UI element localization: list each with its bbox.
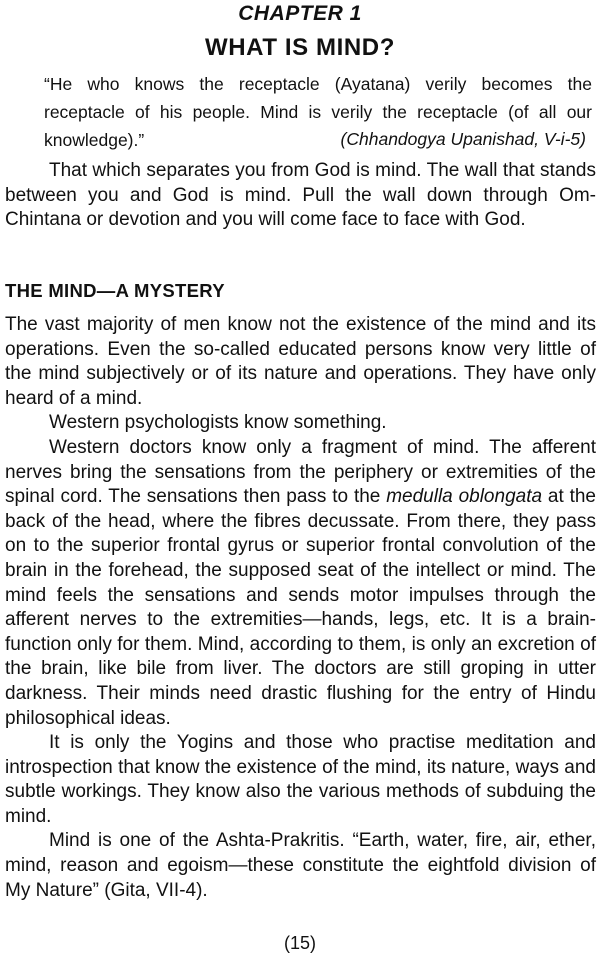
epigraph [44,70,592,154]
section-heading: THE MIND—A MYSTERY [5,280,225,301]
paragraph: Western doctors know only a fragment of mind. The afferent nerves bring the sensations from the periphery or extremities of the spinal cord. The sensations then pass to the medulla oblongata at the back of the head, where the fibres decussate. From there, they pass on to the superior frontal gyrus or superior frontal convolution of the brain in the forehead, the supposed seat of the intellect or mind. The mind feels the sensations and sends motor impulses through the afferent nerves to the extremities—hands, legs, etc. It is a brain-function only for them. Mind, according to them, is only an excretion of the brain, like bile from liver. The doctors are still groping in utter darkness. Their minds need drastic flushing for the entry of Hindu philosophical ideas. [5,436,596,729]
chapter-title: WHAT IS MIND? [205,34,395,61]
chapter-label: CHAPTER 1 [238,2,362,25]
paragraph: It is only the Yogins and those who practise meditation and introspection that know the existence of the mind, its nature, ways and subtle workings. They know also the various methods of subduing the mind. [5,732,596,827]
italic-term: medulla oblongata [386,486,543,508]
paragraph: Western psychologists know something. [49,412,387,434]
intro-paragraph: That which separates you from God is mind. The wall that stands between you and God is mind. Pull the wall down through Om-Chintana or devotion and you will come face to face with God. [5,160,596,231]
paragraph: The vast majority of men know not the existence of the mind and its operations. Even the so-called educated persons know very little of the mind subjectively or of its nature and operations. They have only heard of a mind. [5,314,596,409]
section-body [5,313,596,903]
epigraph-text: “He who knows the receptacle (Ayatana) verily becomes the receptacle of his people. Mind is verily the receptacle (of all our knowledge).” [44,74,592,150]
epigraph-citation: (Chhandogya Upanishad, V-i-5) [340,129,586,149]
paragraph: Mind is one of the Ashta-Prakritis. “Earth, water, fire, air, ether, mind, reason and egoism—these constitute the eightfold division of My Nature” (Gita, VII-4). [5,830,596,901]
page-number: (15) [283,933,316,953]
